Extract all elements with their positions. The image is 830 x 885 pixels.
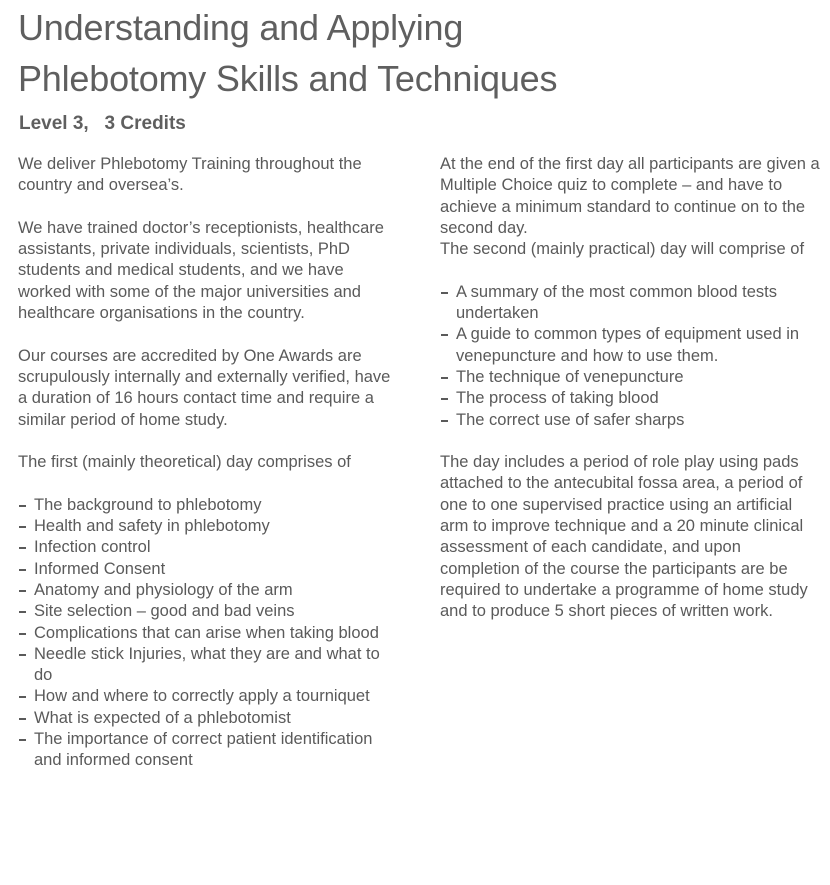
right-column	[440, 154, 825, 644]
quiz-paragraph: At the end of the first day all participants are given a Multiple Choice quiz to complete – and have to achieve a minimum standard to continue on to the second day.	[440, 155, 820, 237]
day2-list	[440, 282, 825, 431]
accreditation-paragraph: Our courses are accredited by One Awards are scrupulously internally and externally verified, have a duration of 16 hours contact time and require a similar period of home study.	[18, 346, 391, 429]
list-item: What is expected of a phlebotomist	[18, 708, 393, 729]
list-item: Informed Consent	[18, 559, 393, 580]
role-play-paragraph: The day includes a period of role play using pads attached to the antecubital fossa area, a period of one to one supervised practice using an artificial arm to improve technique and a 20 minute clinical assessment of each candidate, and upon completion of the course the participants are be required to undertake a programme of home study and to produce 5 short pieces of written work.	[440, 453, 808, 621]
page-title-line-2: Phlebotomy Skills and Techniques	[18, 58, 558, 99]
day1-list	[18, 495, 393, 772]
page-title-line-1: Understanding and Applying	[18, 7, 464, 48]
list-item: How and where to correctly apply a tourniquet	[18, 686, 393, 707]
level-credits: Level 3, 3 Credits	[19, 113, 186, 134]
list-item: Complications that can arise when taking blood	[18, 623, 393, 644]
page-title	[18, 2, 557, 104]
list-item: Anatomy and physiology of the arm	[18, 580, 393, 601]
list-item: A summary of the most common blood tests undertaken	[440, 282, 825, 325]
list-item: The process of taking blood	[440, 388, 825, 409]
day1-intro: The first (mainly theoretical) day comprises of	[18, 453, 351, 472]
list-item: The importance of correct patient identification and informed consent	[18, 729, 393, 772]
list-item: Needle stick Injuries, what they are and what to do	[18, 644, 393, 687]
list-item: Infection control	[18, 537, 393, 558]
trained-paragraph: We have trained doctor’s receptionists, healthcare assistants, private individuals, scientists, PhD students and medical students, and we have worked with some of the major universities and healthcare organisations in the country.	[18, 218, 384, 323]
list-item: Site selection – good and bad veins	[18, 601, 393, 622]
list-item: Health and safety in phlebotomy	[18, 516, 393, 537]
list-item: A guide to common types of equipment used in venepuncture and how to use them.	[440, 324, 825, 367]
list-item: The correct use of safer sharps	[440, 410, 825, 431]
left-column	[18, 154, 393, 793]
intro-paragraph: We deliver Phlebotomy Training throughout the country and oversea’s.	[18, 155, 362, 195]
list-item: The background to phlebotomy	[18, 495, 393, 516]
day2-intro: The second (mainly practical) day will comprise of	[440, 240, 805, 259]
list-item: The technique of venepuncture	[440, 367, 825, 388]
